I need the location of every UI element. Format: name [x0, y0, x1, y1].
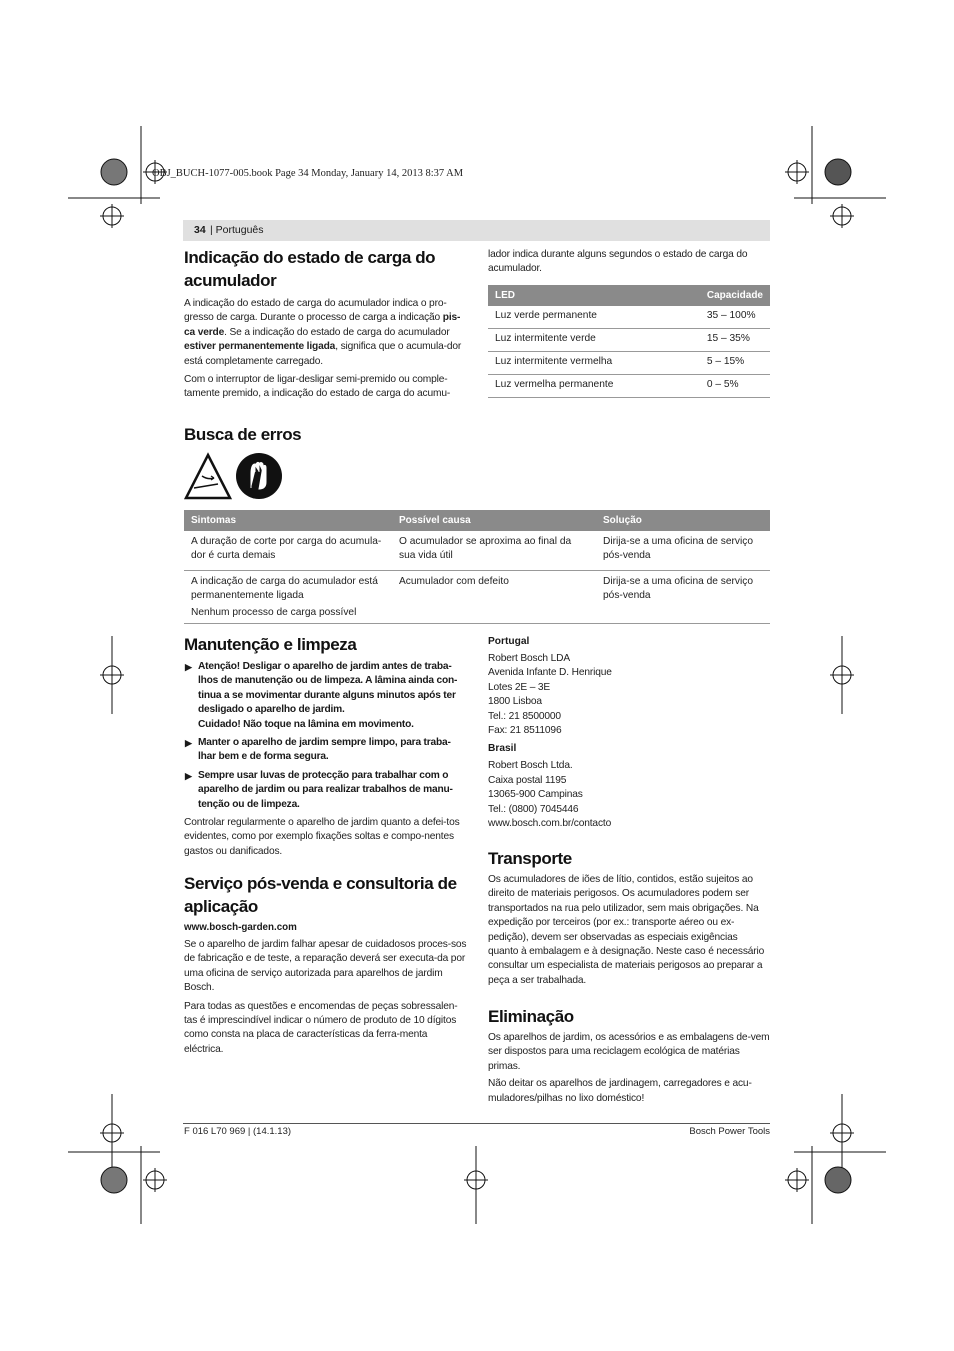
- transport-title: Transporte: [488, 849, 572, 868]
- service-title: Serviço pós-venda e consultoria de aplicação: [184, 874, 457, 916]
- disposal-section: [488, 1005, 770, 1106]
- charge-section: [184, 246, 466, 402]
- transport-para: Os acumuladores de iões de lítio, contidos, estão sujeitos ao direito de materiais perigosos. Os acumuladores podem ser transportados na rua pelo utilizador, sem mais obrigações. Na expedição por terceiros (por ex.: transporte aéreo ou ex-pedição), devem ser observadas as especiais exigências quanto à embalagem e à designação. Neste caso é necessário consultar um especialista de materiais perigosos ao preparar a peça a ser trabalhada.: [488, 874, 765, 986]
- capacity-header: Capacidade: [700, 285, 770, 306]
- symptoms-header: Sintomas: [184, 510, 392, 531]
- maintenance-title: Manutenção e limpeza: [184, 635, 357, 654]
- charge-para-1: A indicação do estado de carga do acumulador indica o pro-gresso de carga. Durante o processo de carga a indicação pis-ca verde. Se a indicação do estado de carga do acumulador estiver permanentemente ligada, significa que o acumula-dor está completamente carregado.: [184, 298, 462, 367]
- page-header: [183, 220, 770, 241]
- charge-section-cont: [488, 248, 770, 398]
- maintenance-para: Controlar regularmente o aparelho de jardim quanto a defei-tos evidentes, como por exemplo fixações soltas e compo-nentes gastos ou danificados.: [184, 817, 460, 857]
- disposal-title: Eliminação: [488, 1007, 574, 1026]
- table-row: Luz vermelha permanente 0 – 5%: [488, 374, 770, 397]
- charge-para-2: Com o interruptor de ligar-desligar semi-premido ou comple-tamente premido, a indicação do estado de carga do acumu-: [184, 374, 451, 400]
- transport-section: [488, 847, 770, 988]
- list-item: ▶ Sempre usar luvas de protecção para trabalhar com o aparelho de jardim ou para realizar trabalhos de manu-tenção ou de limpeza.: [185, 769, 453, 810]
- gloves-icon: [235, 452, 283, 500]
- footer-right: Bosch Power Tools: [689, 1126, 770, 1137]
- book-slug: OBJ_BUCH-1077-005.book Page 34 Monday, January 14, 2013 8:37 AM: [152, 168, 464, 179]
- service-section: [184, 872, 468, 1057]
- page-number: 34: [194, 224, 206, 236]
- brasil-title: Brasil: [488, 743, 517, 755]
- table-row: Luz intermitente verde 15 – 35%: [488, 328, 770, 351]
- footer-left: F 016 L70 969 | (14.1.13): [184, 1126, 292, 1137]
- errors-title: Busca de erros: [184, 425, 302, 444]
- portugal-title: Portugal: [488, 636, 530, 647]
- led-header: LED: [488, 285, 700, 306]
- portugal-address: Robert Bosch LDA Avenida Infante D. Henrique Lotes 2E – 3E 1800 Lisboa Tel.: 21 8500000 Fax: 21 8511096: [488, 653, 612, 737]
- service-para-2: Para todas as questões e encomendas de peças sobressalen-tas é imprescindível indicar o número de produto de 10 dígitos como consta na placa de características da ferra-menta eléctrica.: [184, 1000, 458, 1055]
- cause-header: Possível causa: [392, 510, 596, 531]
- list-item: ▶ Atenção! Desligar o aparelho de jardim antes de traba-lhos de manutenção ou de limpeza. A lâmina ainda con-tinua a se movimentar durante alguns minutos após ter desligado o aparelho de jardim. Cuidado! Não toque na lâmina em movimento.: [185, 661, 458, 730]
- errors-section: [184, 423, 770, 624]
- maintenance-section: [184, 633, 468, 859]
- service-url[interactable]: www.bosch-garden.com: [184, 922, 297, 933]
- disposal-para-1: Os aparelhos de jardim, os acessórios e as embalagens de-vem ser dispostos para uma reciclagem ecológica de matérias primas.: [488, 1032, 770, 1072]
- arrow-icon: ▶: [185, 770, 192, 781]
- table-row: A indicação de carga do acumulador está permanentemente ligada Nenhum processo de carga possível Acumulador com defeito Dirija-se a uma oficina de serviço pós-venda: [184, 570, 770, 623]
- list-item: ▶ Manter o aparelho de jardim sempre limpo, para traba-lhar bem e de forma segura.: [185, 737, 451, 763]
- charge-para-2-cont: lador indica durante alguns segundos o estado de carga do acumulador.: [488, 249, 748, 275]
- table-row: Luz intermitente vermelha 5 – 15%: [488, 351, 770, 374]
- footer-rule: [183, 1123, 770, 1124]
- arrow-icon: ▶: [185, 662, 192, 672]
- table-row: A duração de corte por carga do acumula-dor é curta demais O acumulador se aproxima ao final da sua vida útil Dirija-se a uma oficina de serviço pós-venda: [184, 531, 770, 570]
- service-para-1: Se o aparelho de jardim falhar apesar de cuidadosos proces-sos de fabricação e de teste, a reparação deverá ser executa-da por uma oficina de serviço autorizada para aparelhos de jardim Bosch.: [184, 939, 467, 994]
- table-row: Luz verde permanente 35 – 100%: [488, 306, 770, 329]
- disposal-para-2: Não deitar os aparelhos de jardinagem, carregadores e acu-muladores/pilhas no lixo doméstico!: [488, 1078, 752, 1104]
- brasil-address: Robert Bosch Ltda. Caixa postal 1195 13065-900 Campinas Tel.: (0800) 7045446 www.bosch.com.br/contacto: [488, 760, 612, 830]
- arrow-icon: ▶: [185, 738, 192, 749]
- solution-header: Solução: [596, 510, 770, 531]
- warning-blade-icon: [184, 452, 232, 500]
- contacts-section: [488, 635, 772, 831]
- errors-table: [184, 510, 770, 624]
- led-table: [488, 285, 770, 398]
- charge-title: Indicação do estado de carga do acumulador: [184, 248, 436, 290]
- language-label: | Português: [210, 224, 264, 236]
